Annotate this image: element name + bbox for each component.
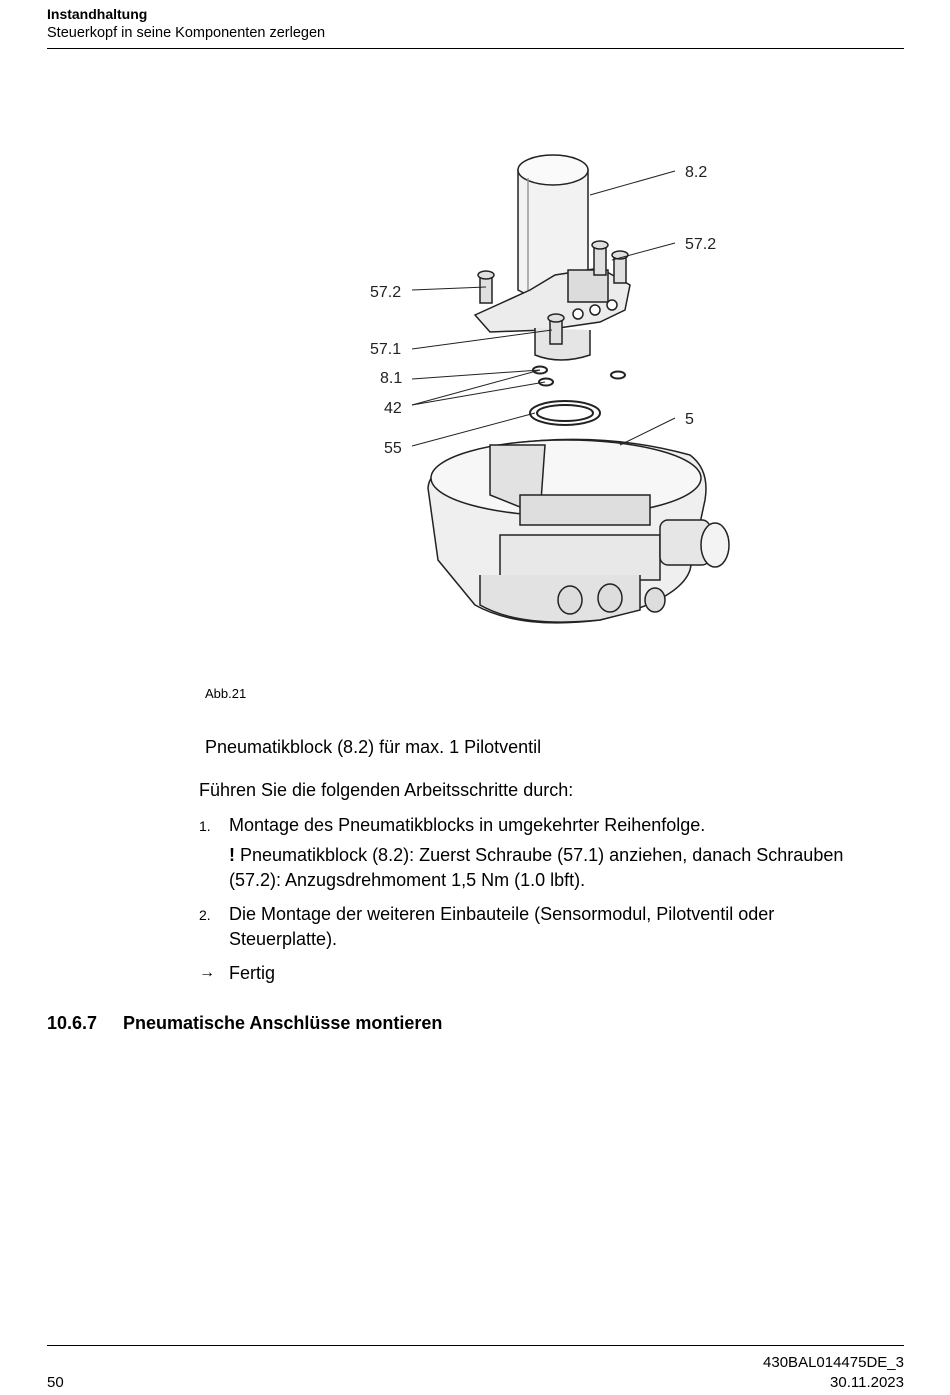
result-arrow-icon: → bbox=[199, 964, 215, 981]
step-2-line1: Die Montage der weiteren Einbauteile (Sensormodul, Pilotventil oder bbox=[229, 904, 775, 924]
callout-57-1: 57.1 bbox=[370, 341, 402, 358]
result-text: Fertig bbox=[229, 963, 276, 983]
header-section-title: Instandhaltung bbox=[47, 6, 148, 22]
step-1-warning bbox=[229, 843, 909, 868]
callout-8-1: 8.1 bbox=[380, 370, 403, 387]
step-1-text: Montage des Pneumatikblocks in umgekehrter Reihenfolge. bbox=[229, 815, 706, 835]
procedure-subtitle: Pneumatikblock (8.2) für max. 1 Pilotventil bbox=[205, 737, 542, 757]
header-rule bbox=[47, 48, 904, 49]
warning-mark: ! bbox=[229, 845, 235, 865]
header-subtitle: Steuerkopf in seine Komponenten zerlegen bbox=[47, 25, 326, 41]
step-2-number: 2. bbox=[199, 907, 211, 923]
callout-42: 42 bbox=[384, 400, 402, 417]
figure-caption: Abb.21 bbox=[205, 686, 247, 701]
section-title: Pneumatische Anschlüsse montieren bbox=[123, 1013, 443, 1033]
seal-ring-part bbox=[530, 401, 600, 425]
exploded-view-drawing bbox=[200, 100, 865, 685]
exploded-view-figure bbox=[200, 100, 865, 685]
callout-55: 55 bbox=[384, 440, 402, 457]
step-2-line2: Steuerplatte). bbox=[229, 929, 338, 949]
callout-57-2-right: 57.2 bbox=[685, 236, 717, 253]
callout-5: 5 bbox=[685, 411, 694, 428]
callout-8-2: 8.2 bbox=[685, 164, 708, 181]
footer-page-number: 50 bbox=[47, 1374, 64, 1391]
step-1-warning-line1: Pneumatikblock (8.2): Zuerst Schraube (57.1) anziehen, danach Schrauben bbox=[235, 845, 844, 865]
footer-rule bbox=[47, 1345, 904, 1346]
step-1-number: 1. bbox=[199, 818, 211, 834]
footer-document-id: 430BAL014475DE_3 bbox=[763, 1354, 904, 1371]
callout-57-2-left: 57.2 bbox=[370, 284, 402, 301]
o-ring-parts bbox=[533, 367, 625, 386]
housing-part bbox=[428, 439, 729, 622]
procedure-intro: Führen Sie die folgenden Arbeitsschritte durch: bbox=[199, 780, 574, 800]
footer-date: 30.11.2023 bbox=[830, 1374, 904, 1391]
section-number: 10.6.7 bbox=[47, 1013, 98, 1033]
step-1-warning-line2: (57.2): Anzugsdrehmoment 1,5 Nm (1.0 lbft). bbox=[229, 870, 586, 890]
